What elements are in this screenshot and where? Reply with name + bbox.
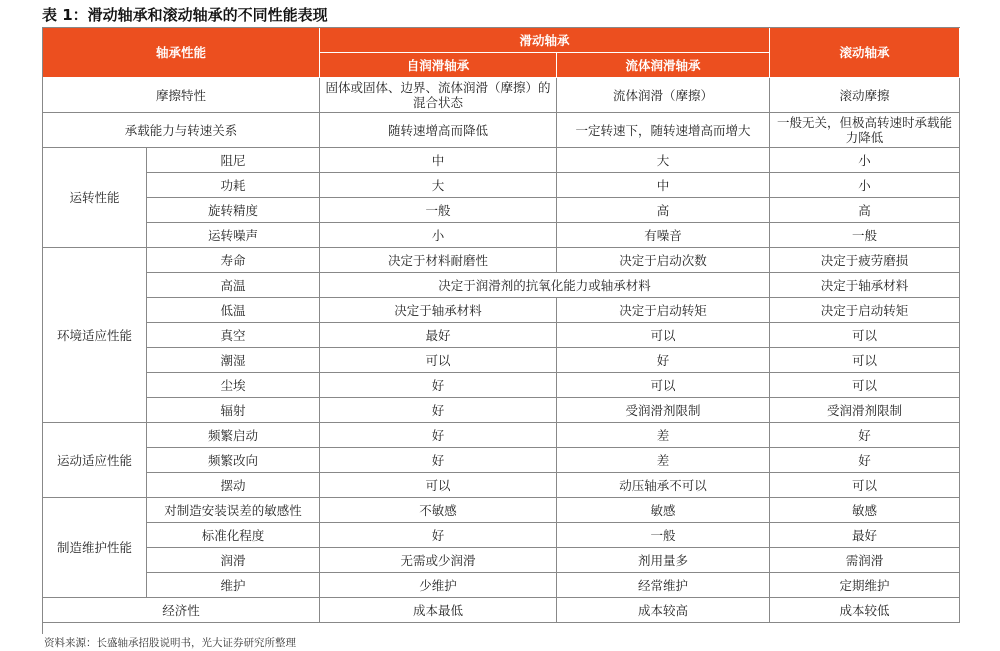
cell-frequent-start-fluid: 差 [557, 423, 770, 448]
cell-frequent-reverse-rolling: 好 [770, 448, 960, 473]
cell-swing-fluid: 动压轴承不可以 [557, 473, 770, 498]
cell-economy-fluid: 成本较高 [557, 598, 770, 623]
header-sliding: 滑动轴承 [320, 28, 770, 53]
header-fluid-lubricated: 流体润滑轴承 [557, 53, 770, 78]
cell-frequent-reverse-fluid: 差 [557, 448, 770, 473]
cell-lubrication-self: 无需或少润滑 [320, 548, 557, 573]
row-label-noise: 运转噪声 [147, 223, 320, 248]
cell-standardization-rolling: 最好 [770, 523, 960, 548]
cell-damping-rolling: 小 [770, 148, 960, 173]
cell-power-self: 大 [320, 173, 557, 198]
cell-damping-fluid: 大 [557, 148, 770, 173]
group-manufacturing: 制造维护性能 [43, 498, 147, 598]
cell-precision-rolling: 高 [770, 198, 960, 223]
group-operation: 运转性能 [43, 148, 147, 248]
table-title: 表 1：滑动轴承和滚动轴承的不同性能表现 [42, 6, 328, 24]
cell-sensitivity-rolling: 敏感 [770, 498, 960, 523]
cell-high-temp-sliding: 决定于润滑剂的抗氧化能力或轴承材料 [320, 273, 770, 298]
header-rolling: 滚动轴承 [770, 28, 960, 78]
cell-humidity-fluid: 好 [557, 348, 770, 373]
row-label-frequent-start: 频繁启动 [147, 423, 320, 448]
row-label-high-temp: 高温 [147, 273, 320, 298]
cell-load-fluid: 一定转速下，随转速增高而增大 [557, 113, 770, 148]
cell-frequent-start-rolling: 好 [770, 423, 960, 448]
row-label-precision: 旋转精度 [147, 198, 320, 223]
row-label-damping: 阻尼 [147, 148, 320, 173]
row-label-humidity: 潮湿 [147, 348, 320, 373]
row-label-sensitivity: 对制造安装误差的敏感性 [147, 498, 320, 523]
cell-precision-fluid: 高 [557, 198, 770, 223]
row-label-lubrication: 润滑 [147, 548, 320, 573]
cell-life-self: 决定于材料耐磨性 [320, 248, 557, 273]
cell-high-temp-rolling: 决定于轴承材料 [770, 273, 960, 298]
row-label-power: 功耗 [147, 173, 320, 198]
cell-power-fluid: 中 [557, 173, 770, 198]
cell-frequent-reverse-self: 好 [320, 448, 557, 473]
cell-sensitivity-fluid: 敏感 [557, 498, 770, 523]
source-note: 资料来源：长盛轴承招股说明书，光大证券研究所整理 [44, 637, 296, 649]
cell-dust-rolling: 可以 [770, 373, 960, 398]
header-self-lubricating: 自润滑轴承 [320, 53, 557, 78]
row-label-economy: 经济性 [43, 598, 320, 623]
cell-economy-rolling: 成本较低 [770, 598, 960, 623]
cell-friction-fluid: 流体润滑（摩擦） [557, 78, 770, 113]
cell-load-rolling: 一般无关，但极高转速时承载能力降低 [770, 113, 960, 148]
row-label-maintenance: 维护 [147, 573, 320, 598]
cell-life-fluid: 决定于启动次数 [557, 248, 770, 273]
cell-vacuum-self: 最好 [320, 323, 557, 348]
cell-life-rolling: 决定于疲劳磨损 [770, 248, 960, 273]
row-label-life: 寿命 [147, 248, 320, 273]
cell-low-temp-fluid: 决定于启动转矩 [557, 298, 770, 323]
cell-noise-self: 小 [320, 223, 557, 248]
cell-noise-fluid: 有噪音 [557, 223, 770, 248]
cell-power-rolling: 小 [770, 173, 960, 198]
row-label-dust: 尘埃 [147, 373, 320, 398]
cell-dust-fluid: 可以 [557, 373, 770, 398]
cell-maintenance-self: 少维护 [320, 573, 557, 598]
row-label-standardization: 标准化程度 [147, 523, 320, 548]
cell-noise-rolling: 一般 [770, 223, 960, 248]
cell-radiation-rolling: 受润滑剂限制 [770, 398, 960, 423]
row-label-frequent-reverse: 频繁改向 [147, 448, 320, 473]
row-label-vacuum: 真空 [147, 323, 320, 348]
cell-swing-rolling: 可以 [770, 473, 960, 498]
cell-humidity-rolling: 可以 [770, 348, 960, 373]
cell-economy-self: 成本最低 [320, 598, 557, 623]
cell-friction-rolling: 滚动摩擦 [770, 78, 960, 113]
cell-maintenance-rolling: 定期维护 [770, 573, 960, 598]
group-motion: 运动适应性能 [43, 423, 147, 498]
cell-sensitivity-self: 不敏感 [320, 498, 557, 523]
cell-radiation-self: 好 [320, 398, 557, 423]
cell-swing-self: 可以 [320, 473, 557, 498]
cell-frequent-start-self: 好 [320, 423, 557, 448]
cell-friction-self: 固体或固体、边界、流体润滑（摩擦）的混合状态 [320, 78, 557, 113]
cell-dust-self: 好 [320, 373, 557, 398]
cell-vacuum-fluid: 可以 [557, 323, 770, 348]
cell-damping-self: 中 [320, 148, 557, 173]
cell-load-self: 随转速增高而降低 [320, 113, 557, 148]
row-label-radiation: 辐射 [147, 398, 320, 423]
cell-humidity-self: 可以 [320, 348, 557, 373]
bearing-comparison-table [42, 27, 960, 634]
cell-radiation-fluid: 受润滑剂限制 [557, 398, 770, 423]
cell-lubrication-fluid: 剂用量多 [557, 548, 770, 573]
group-environment: 环境适应性能 [43, 248, 147, 423]
cell-standardization-fluid: 一般 [557, 523, 770, 548]
cell-standardization-self: 好 [320, 523, 557, 548]
row-label-swing: 摆动 [147, 473, 320, 498]
cell-low-temp-self: 决定于轴承材料 [320, 298, 557, 323]
row-label-friction: 摩擦特性 [43, 78, 320, 113]
cell-vacuum-rolling: 可以 [770, 323, 960, 348]
row-label-low-temp: 低温 [147, 298, 320, 323]
row-label-load: 承载能力与转速关系 [43, 113, 320, 148]
cell-lubrication-rolling: 需润滑 [770, 548, 960, 573]
cell-precision-self: 一般 [320, 198, 557, 223]
cell-low-temp-rolling: 决定于启动转矩 [770, 298, 960, 323]
cell-maintenance-fluid: 经常维护 [557, 573, 770, 598]
header-property: 轴承性能 [43, 28, 320, 78]
